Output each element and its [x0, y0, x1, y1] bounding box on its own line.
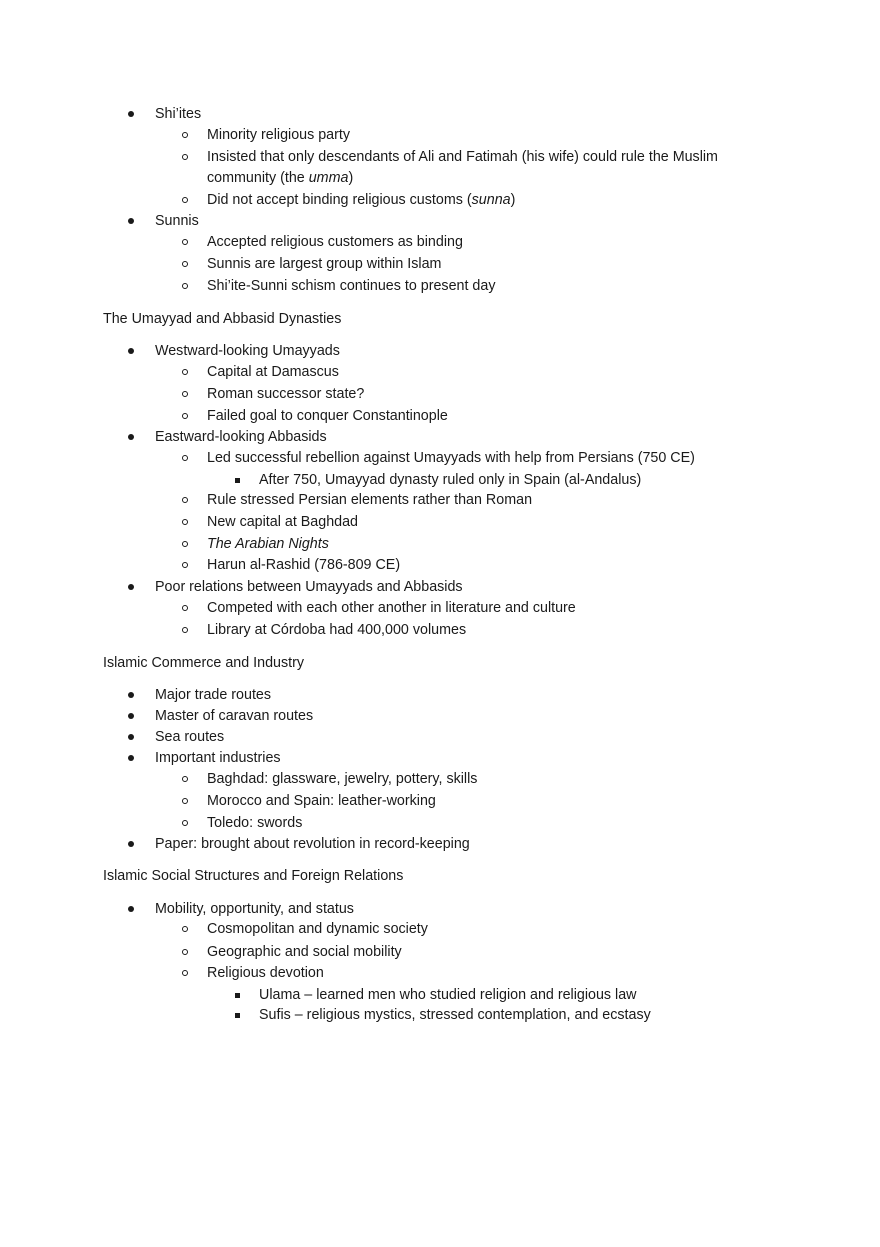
bullet-dot-icon — [124, 686, 138, 704]
list-item-level2: New capital at Baghdad — [207, 514, 359, 530]
bullet-circle-icon — [178, 191, 192, 209]
section-heading: Islamic Commerce and Industry — [103, 655, 305, 671]
list-item-level1: Shi’ites — [155, 106, 202, 122]
bullet-circle-icon — [178, 920, 192, 938]
list-item-level3: After 750, Umayyad dynasty ruled only in Spain (al-Andalus) — [259, 472, 642, 488]
list-item-level1: Sunnis — [155, 213, 199, 229]
list-item-level2: Geographic and social mobility — [207, 944, 402, 960]
bullet-circle-icon — [178, 599, 192, 617]
list-item-level2: Baghdad: glassware, jewelry, pottery, skills — [207, 771, 478, 787]
italic-title: The Arabian Nights — [207, 536, 329, 552]
list-item-level3: Sufis – religious mystics, stressed contemplation, and ecstasy — [259, 1007, 651, 1023]
list-item-level2: Led successful rebellion against Umayyads with help from Persians (750 CE) — [207, 450, 695, 466]
list-item-level1: Westward-looking Umayyads — [155, 343, 340, 359]
list-item-level1: Mobility, opportunity, and status — [155, 901, 354, 917]
bullet-circle-icon — [178, 449, 192, 467]
bullet-dot-icon — [124, 105, 138, 123]
text-run: community (the — [207, 170, 309, 186]
list-item-level1: Master of caravan routes — [155, 708, 314, 724]
text-run: ) — [510, 192, 516, 208]
list-item-level2: Harun al-Rashid (786-809 CE) — [207, 557, 401, 573]
list-item-level1: Important industries — [155, 750, 281, 766]
list-item-level2: Minority religious party — [207, 127, 351, 143]
list-item-level3: Ulama – learned men who studied religion and religious law — [259, 987, 637, 1003]
bullet-dot-icon — [124, 835, 138, 853]
bullet-dot-icon — [124, 212, 138, 230]
bullet-circle-icon — [178, 513, 192, 531]
list-item-level2: Shi’ite-Sunni schism continues to present day — [207, 278, 496, 294]
bullet-dot-icon — [124, 428, 138, 446]
bullet-dot-icon — [124, 342, 138, 360]
list-item-level2: Failed goal to conquer Constantinople — [207, 408, 448, 424]
bullet-circle-icon — [178, 964, 192, 982]
list-item-level2: Competed with each other another in literature and culture — [207, 600, 576, 616]
bullet-circle-icon — [178, 535, 192, 553]
bullet-circle-icon — [178, 814, 192, 832]
bullet-square-icon — [230, 1006, 244, 1024]
list-item-level2: Morocco and Spain: leather-working — [207, 793, 436, 809]
list-item-level2 — [207, 191, 515, 209]
bullet-dot-icon — [124, 900, 138, 918]
bullet-square-icon — [230, 471, 244, 489]
bullet-circle-icon — [178, 148, 192, 166]
list-item-level2: Toledo: swords — [207, 815, 303, 831]
list-item-level1: Sea routes — [155, 729, 225, 745]
list-item-level2: Roman successor state? — [207, 386, 365, 402]
bullet-dot-icon — [124, 578, 138, 596]
italic-term: sunna — [471, 192, 511, 208]
bullet-circle-icon — [178, 556, 192, 574]
list-item-level2: Insisted that only descendants of Ali and Fatimah (his wife) could rule the Muslim — [207, 149, 718, 165]
bullet-circle-icon — [178, 491, 192, 509]
list-item-level2: Library at Córdoba had 400,000 volumes — [207, 622, 467, 638]
bullet-dot-icon — [124, 728, 138, 746]
list-item-level2 — [207, 535, 329, 553]
bullet-circle-icon — [178, 277, 192, 295]
bullet-circle-icon — [178, 792, 192, 810]
text-run: Did not accept binding religious customs ( — [207, 192, 472, 208]
list-item-level1: Major trade routes — [155, 687, 272, 703]
text-run: ) — [348, 170, 354, 186]
bullet-circle-icon — [178, 407, 192, 425]
bullet-circle-icon — [178, 385, 192, 403]
list-item-level2: Rule stressed Persian elements rather than Roman — [207, 492, 533, 508]
list-item-level2: Religious devotion — [207, 965, 324, 981]
list-item-level2: Cosmopolitan and dynamic society — [207, 921, 428, 937]
bullet-dot-icon — [124, 749, 138, 767]
bullet-dot-icon — [124, 707, 138, 725]
bullet-circle-icon — [178, 621, 192, 639]
list-item-level1: Poor relations between Umayyads and Abbasids — [155, 579, 463, 595]
section-heading: The Umayyad and Abbasid Dynasties — [103, 311, 342, 327]
list-item-level2: Accepted religious customers as binding — [207, 234, 463, 250]
bullet-circle-icon — [178, 126, 192, 144]
list-item-level1: Paper: brought about revolution in record-keeping — [155, 836, 470, 852]
bullet-circle-icon — [178, 233, 192, 251]
list-item-level2-continuation — [207, 169, 353, 187]
bullet-circle-icon — [178, 363, 192, 381]
list-item-level2: Capital at Damascus — [207, 364, 339, 380]
bullet-circle-icon — [178, 255, 192, 273]
bullet-square-icon — [230, 986, 244, 1004]
bullet-circle-icon — [178, 770, 192, 788]
section-heading: Islamic Social Structures and Foreign Relations — [103, 868, 404, 884]
list-item-level1: Eastward-looking Abbasids — [155, 429, 327, 445]
bullet-circle-icon — [178, 943, 192, 961]
list-item-level2: Sunnis are largest group within Islam — [207, 256, 442, 272]
italic-term: umma — [308, 170, 349, 186]
